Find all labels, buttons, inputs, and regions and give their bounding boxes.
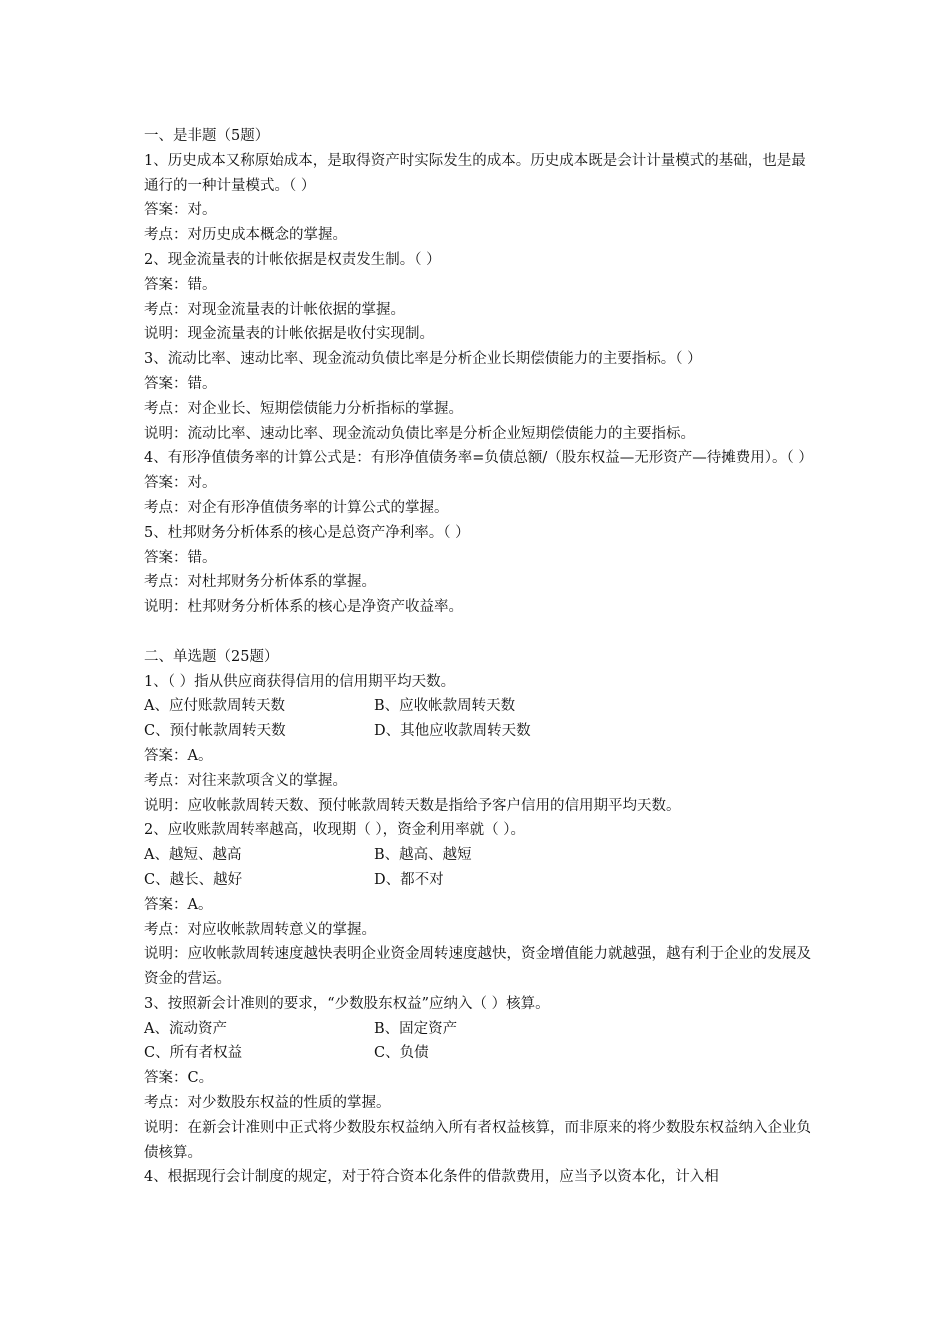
note-text: 说明：在新会计准则中正式将少数股东权益纳入所有者权益核算，而非原来的将少数股东权益纳入企业负债核算。 [144, 1119, 811, 1161]
answer-text: 答案：错。 [144, 549, 217, 566]
option-a: A、应付账款周转天数 [144, 698, 285, 715]
option-d: C、负债 [374, 1045, 429, 1062]
option-c: C、越长、越好 [144, 871, 243, 888]
answer-text: 答案：C。 [144, 1070, 214, 1087]
question-text: 4、根据现行会计制度的规定，对于符合资本化条件的借款费用，应当予以资本化，计入相 [144, 1169, 719, 1186]
option-a: A、流动资产 [144, 1020, 227, 1037]
note-text: 说明：杜邦财务分析体系的核心是净资产收益率。 [144, 599, 463, 616]
option-row [144, 843, 814, 868]
option-b: B、应收帐款周转天数 [374, 698, 516, 715]
point-text: 考点：对少数股东权益的性质的掌握。 [144, 1095, 391, 1112]
point-text: 考点：对往来款项含义的掌握。 [144, 772, 347, 789]
question-text: 4、有形净值债务率的计算公式是：有形净值债务率=负债总额/（股东权益—无形资产—待摊费用）。（ ） [144, 450, 813, 467]
answer-text: 答案：错。 [144, 375, 217, 392]
answer-text: 答案：A。 [144, 896, 213, 913]
question-text: 1、（ ）指从供应商获得信用的信用期平均天数。 [144, 673, 456, 690]
option-d: D、其他应收款周转天数 [374, 723, 531, 740]
note-text: 说明：现金流量表的计帐依据是收付实现制。 [144, 326, 434, 343]
option-c: C、所有者权益 [144, 1045, 243, 1062]
option-row [144, 719, 814, 744]
question-text: 5、杜邦财务分析体系的核心是总资产净利率。（ ） [144, 524, 470, 541]
section-heading: 二、单选题（25题） [144, 648, 279, 665]
question-text: 2、应收账款周转率越高，收现期（ ），资金利用率就（ ）。 [144, 822, 525, 839]
point-text: 考点：对杜邦财务分析体系的掌握。 [144, 574, 376, 591]
option-b: B、固定资产 [374, 1020, 458, 1037]
section-heading: 一、是非题（5题） [144, 128, 270, 144]
question-text: 1、历史成本又称原始成本，是取得资产时实际发生的成本。历史成本既是会计计量模式的基础，也是最通行的一种计量模式。（ ） [144, 152, 806, 194]
point-text: 考点：对企有形净值债务率的计算公式的掌握。 [144, 499, 449, 516]
point-text: 考点：对企业长、短期偿债能力分析指标的掌握。 [144, 400, 463, 417]
question-text: 2、现金流量表的计帐依据是权责发生制。（ ） [144, 251, 441, 268]
option-b: B、越高、越短 [374, 847, 472, 864]
answer-text: 答案：A。 [144, 747, 213, 764]
note-text: 说明：应收帐款周转天数、预付帐款周转天数是指给予客户信用的信用期平均天数。 [144, 797, 681, 814]
point-text: 考点：对历史成本概念的掌握。 [144, 227, 347, 244]
note-text: 说明：流动比率、速动比率、现金流动负债比率是分析企业短期偿债能力的主要指标。 [144, 425, 695, 442]
answer-text: 答案：对。 [144, 202, 217, 219]
answer-text: 答案：错。 [144, 276, 217, 293]
option-d: D、都不对 [374, 871, 444, 888]
document-page [144, 124, 814, 1190]
question-text: 3、按照新会计准则的要求，“少数股东权益”应纳入（ ）核算。 [144, 995, 550, 1012]
note-text: 说明：应收帐款周转速度越快表明企业资金周转速度越快，资金增值能力就越强，越有利于企业的发展及资金的营运。 [144, 946, 811, 988]
option-row [144, 694, 814, 719]
point-text: 考点：对现金流量表的计帐依据的掌握。 [144, 301, 405, 318]
option-a: A、越短、越高 [144, 847, 242, 864]
section-spacer [144, 620, 814, 645]
point-text: 考点：对应收帐款周转意义的掌握。 [144, 921, 376, 938]
option-row [144, 868, 814, 893]
option-row [144, 1017, 814, 1042]
question-text: 3、流动比率、速动比率、现金流动负债比率是分析企业长期偿债能力的主要指标。（ ） [144, 351, 702, 368]
answer-text: 答案：对。 [144, 475, 217, 492]
option-row [144, 1041, 814, 1066]
option-c: C、预付帐款周转天数 [144, 723, 286, 740]
